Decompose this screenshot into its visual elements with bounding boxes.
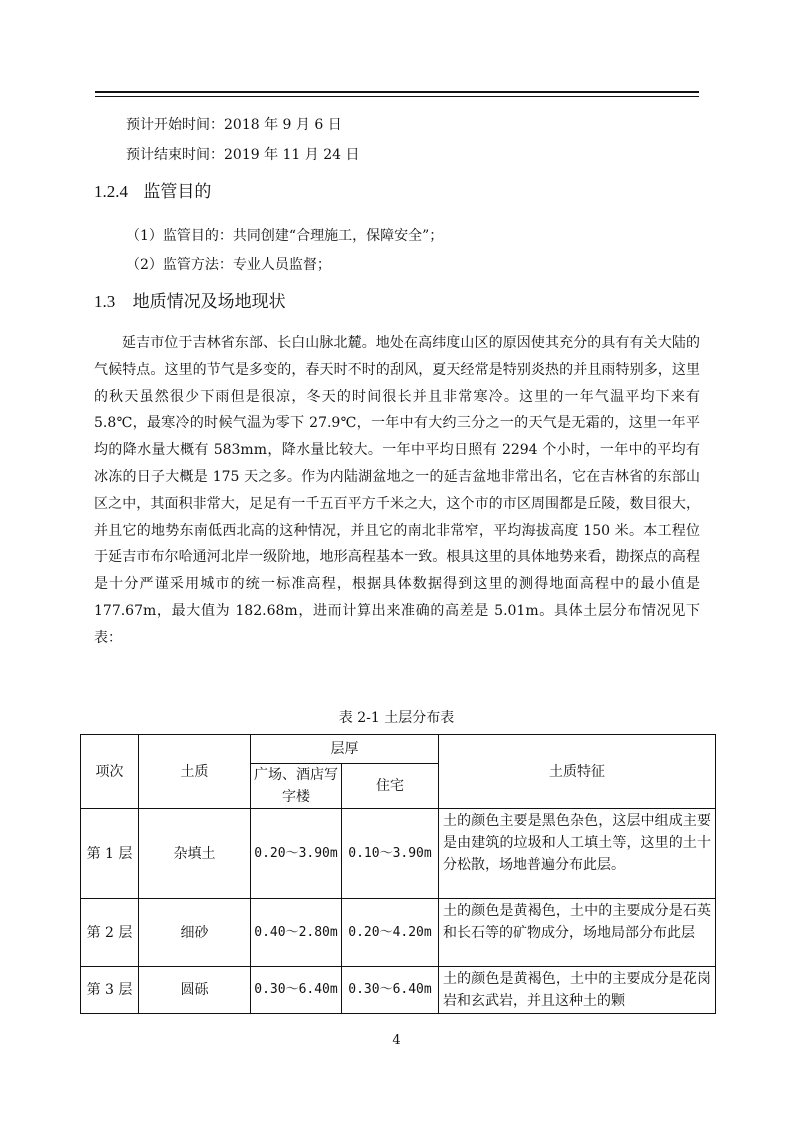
section-heading-1-2-4 — [94, 181, 211, 203]
header-item: 项次 — [81, 735, 139, 809]
table-row — [81, 809, 716, 899]
table-row — [81, 967, 716, 1014]
header-rule-secondary — [95, 96, 699, 97]
header-rule — [95, 91, 699, 93]
features-cell: 土的颜色是黄褐色，土中的主要成分是花岗岩和玄武岩，并且这种土的颗 — [439, 967, 716, 1014]
thickness-commercial-cell: 0.40～2.80m — [251, 899, 342, 967]
features-cell: 土的颜色是黄褐色，土中的主要成分是石英和长石等的矿物成分，场地局部分布此层 — [439, 899, 716, 967]
thickness-commercial-cell: 0.20～3.90m — [251, 809, 342, 899]
end-time: 预计结束时间：2019 年 11 月 24 日 — [126, 147, 360, 163]
section-number: 1.3 — [94, 292, 116, 311]
section-heading-1-3 — [94, 291, 286, 313]
features-cell: 土的颜色主要是黑色杂色，这层中组成主要是由建筑的垃圾和人工填土等，这里的土十分松散，场地普遍分布此层。 — [439, 809, 716, 899]
page-number: 4 — [392, 1033, 401, 1048]
section-title: 监管目的 — [143, 182, 212, 202]
soil-cell: 杂填土 — [139, 809, 251, 899]
purpose-item-2: （2）监管方法：专业人员监督； — [126, 257, 331, 273]
thickness-residential-cell: 0.20～4.20m — [342, 899, 439, 967]
header-soil: 土质 — [139, 735, 251, 809]
header-thickness-residential: 住宅 — [342, 764, 439, 809]
soil-cell: 圆砾 — [139, 967, 251, 1014]
section-number: 1.2.4 — [94, 182, 128, 201]
soil-cell: 细砂 — [139, 899, 251, 967]
geology-paragraph: 延吉市位于吉林省东部、长白山脉北麓。地处在高纬度山区的原因使其充分的具有有关大陆的气候特点。这里的节气是多变的，春天时不时的刮风，夏天经常是特别炎热的并且雨特别多，这里的秋天虽然很少下雨但是很凉，冬天的时间很长并且非常寒冷。这里的一年气温平均下来有 5.8℃，最寒冷的时候气温为零下 27.9℃，一年中有大约三分之一的天气是无霜的，这里一年平均的降水量大概有 583mm，降水量比较大。一年中平均日照有 2294 个小时，一年中的平均有冰冻的日子大概是 175 天之多。作为内陆湖盆地之一的延吉盆地非常出名，它在吉林省的东部山区之中，其面积非常大，足足有一千五百平方千米之大，这个市的市区周围都是丘陵，数目很大，并且它的地势东南低西北高的这种情况，并且它的南北非常窄，平均海拔高度 150 米。本工程位于延吉市布尔哈通河北岸一级阶地，地形高程基本一致。根具这里的具体地势来看，勘探点的高程是十分严谨采用城市的统一标准高程，根据具体数据得到这里的测得地面高程中的最小值是 177.67m，最大值为 182.68m，进而计算出来准确的高差是 5.01m。具体土层分布情况见下表： — [94, 335, 700, 646]
start-time: 预计开始时间：2018 年 9 月 6 日 — [126, 117, 342, 133]
layer-cell: 第 2 层 — [81, 899, 139, 967]
table-row — [81, 899, 716, 967]
table-header-row — [81, 735, 716, 764]
header-features: 土质特征 — [439, 735, 716, 809]
section-title: 地质情况及场地现状 — [132, 292, 286, 312]
table-caption: 表 2-1 土层分布表 — [338, 710, 455, 726]
header-thickness: 层厚 — [251, 735, 439, 764]
thickness-commercial-cell: 0.30～6.40m — [251, 967, 342, 1014]
soil-layer-table — [80, 734, 716, 1014]
layer-cell: 第 3 层 — [81, 967, 139, 1014]
thickness-residential-cell: 0.10～3.90m — [342, 809, 439, 899]
header-thickness-commercial: 广场、酒店写字楼 — [251, 764, 342, 809]
thickness-residential-cell: 0.30～6.40m — [342, 967, 439, 1014]
purpose-item-1: （1）监管目的：共同创建“合理施工，保障安全”； — [126, 228, 444, 244]
layer-cell: 第 1 层 — [81, 809, 139, 899]
